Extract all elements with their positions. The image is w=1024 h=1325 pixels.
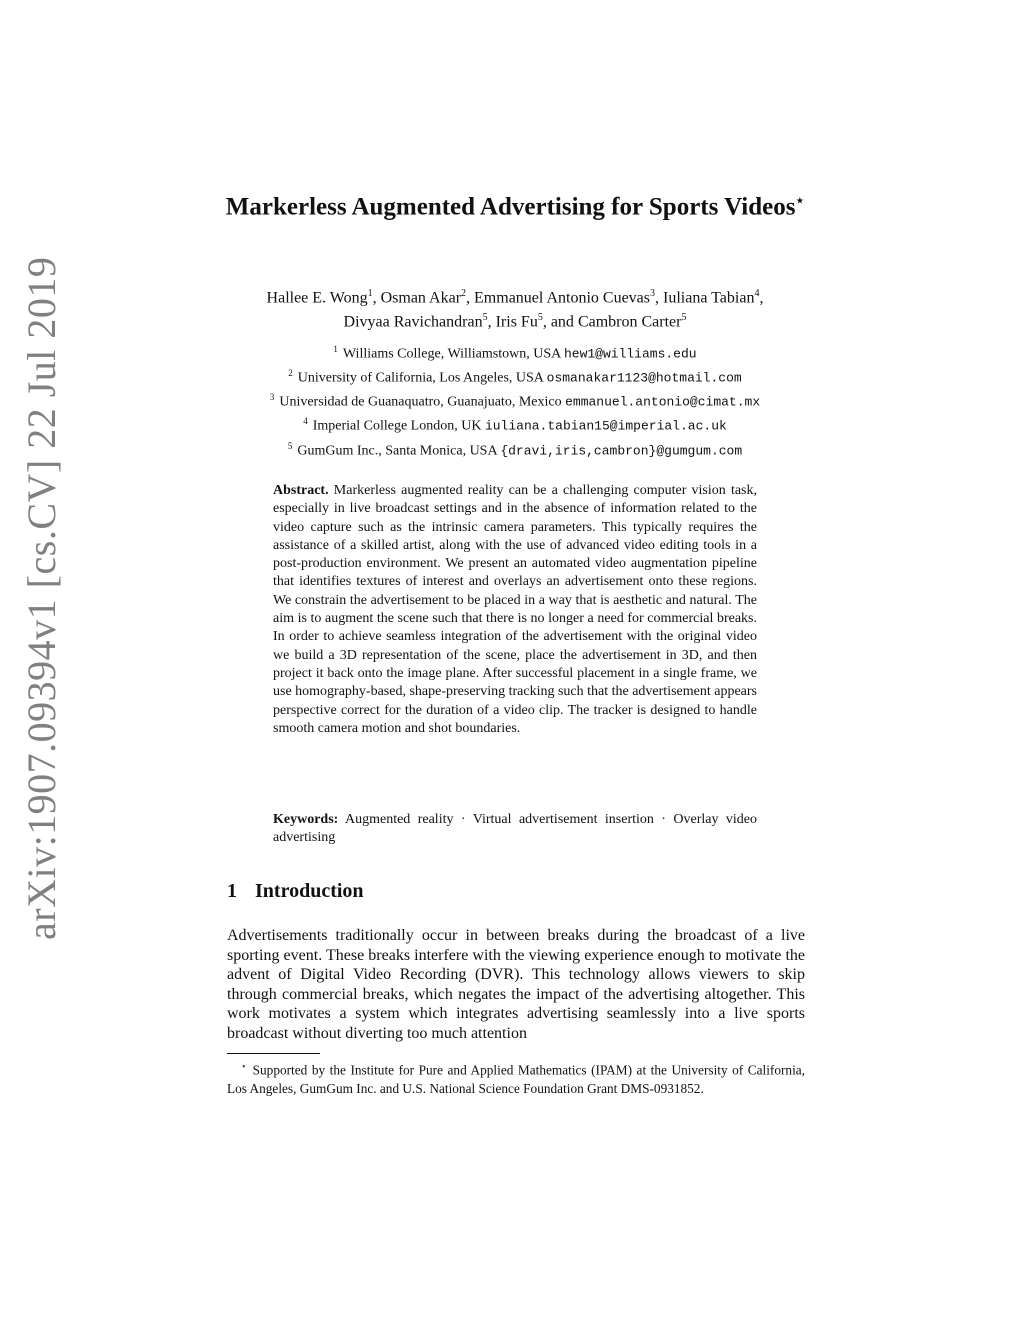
author-sep: , [487, 313, 496, 331]
author-sup: 5 [537, 312, 543, 324]
title-footnote-mark: ⋆ [795, 194, 805, 209]
author-line-1 [170, 284, 860, 308]
affiliation-text: GumGum Inc., Santa Monica, USA [297, 443, 497, 459]
affiliation-sup: 5 [287, 440, 293, 451]
author: Emmanuel Antonio Cuevas [474, 289, 651, 307]
affiliation [150, 340, 880, 364]
affiliation-email[interactable]: iuliana.tabian15@imperial.ac.uk [484, 419, 727, 435]
author-sup: 2 [461, 288, 467, 299]
affiliation-sup: 3 [269, 392, 275, 403]
affiliation [150, 412, 880, 436]
paper-title [200, 186, 830, 223]
affiliation-sup: 1 [333, 344, 338, 354]
affiliation-sup: 4 [303, 416, 308, 427]
footnote [227, 1057, 805, 1098]
affiliation [150, 364, 880, 388]
author: Hallee E. Wong [266, 289, 368, 307]
affiliation-sup: 2 [288, 368, 293, 379]
affiliation [150, 437, 880, 461]
arxiv-identifier: arXiv:1907.09394v1 [cs.CV] 22 Jul 2019 [19, 256, 64, 940]
affiliation [150, 388, 880, 412]
affiliation-text: Universidad de Guanaquatro, Guanajuato, Mexico [279, 394, 562, 410]
abstract-label: Abstract. [273, 483, 329, 498]
author-list [170, 284, 860, 333]
author-sep: , [466, 289, 475, 307]
affiliation-email[interactable]: emmanuel.antonio@cimat.mx [565, 394, 761, 410]
section-number: 1 [227, 880, 237, 902]
abstract [273, 482, 757, 738]
author: Iuliana Tabian [663, 289, 755, 307]
section-heading [227, 880, 364, 903]
affiliation-text: University of California, Los Angeles, USA [297, 370, 544, 386]
author-sep: , [759, 289, 764, 307]
footnote-rule [227, 1053, 320, 1054]
affiliation-email[interactable]: osmanakar1123@hotmail.com [546, 370, 742, 386]
affiliation-email[interactable]: {dravi,iris,cambron}@gumgum.com [500, 443, 743, 459]
author-line-2 [170, 308, 860, 332]
author: Iris Fu [495, 313, 538, 331]
footnote-text: Supported by the Institute for Pure and Applied Mathematics (IPAM) at the University of California, Los Angeles, GumGum Inc. and U.S. National Science Foundation Grant DMS-0931852. [227, 1062, 805, 1096]
author-sep: , [372, 289, 381, 307]
affiliation-text: Williams College, Williamstown, USA [342, 346, 561, 362]
title-text: Markerless Augmented Advertising for Sports Videos [225, 193, 796, 221]
affiliation-list [150, 340, 880, 461]
footnote-mark: ⋆ [241, 1061, 247, 1071]
affiliation-email[interactable]: hew1@williams.edu [563, 346, 697, 362]
abstract-text: Markerless augmented reality can be a challenging computer vision task, especially in live broadcast settings and in the absence of information related to the video capture such as the intrinsic camera parameters. This typically requires the assistance of a skilled artist, along with the use of advanced video editing tools in a post-production environment. We present an automated video augmentation pipeline that identifies textures of interest and overlays an advertisement onto these regions. We constrain the advertisement to be placed in a way that is aesthetic and natural. The aim is to augment the scene such that there is no longer a need for commercial breaks. In order to achieve seamless integration of the advertisement with the original video we build a 3D representation of the scene, place the advertisement in 3D, and then project it back onto the image plane. After successful placement in a single frame, we use homography-based, shape-preserving tracking such that the advertisement appears perspective correct for the duration of a video clip. The tracker is designed to handle smooth camera motion and shot boundaries. [273, 483, 757, 736]
section-title: Introduction [255, 880, 364, 902]
author-sup: 5 [482, 312, 488, 324]
author-sep: , and [542, 313, 578, 331]
author-sup: 5 [681, 312, 687, 324]
author: Cambron Carter [577, 313, 682, 331]
author: Divyaa Ravichandran [343, 313, 483, 331]
author-sup: 1 [367, 288, 373, 299]
author-sep: , [655, 289, 664, 307]
keywords-text: Augmented reality · Virtual advertisement insertion · Overlay video advertising [273, 812, 757, 846]
keywords-label: Keywords: [273, 812, 339, 827]
author: Osman Akar [380, 289, 462, 307]
intro-paragraph: Advertisements traditionally occur in between breaks during the broadcast of a live sporting event. These breaks interfere with the viewing experience enough to motivate the advent of Digital Video Recording (DVR). This technology allows viewers to skip through commercial breaks, which negates the impact of the advertising altogether. This work motivates a system which integrates advertising seamlessly into a live sports broadcast without diverting too much attention [227, 927, 805, 1042]
author-sup: 4 [754, 288, 760, 299]
keywords [273, 811, 757, 848]
affiliation-text: Imperial College London, UK [312, 419, 482, 435]
author-sup: 3 [650, 288, 656, 299]
